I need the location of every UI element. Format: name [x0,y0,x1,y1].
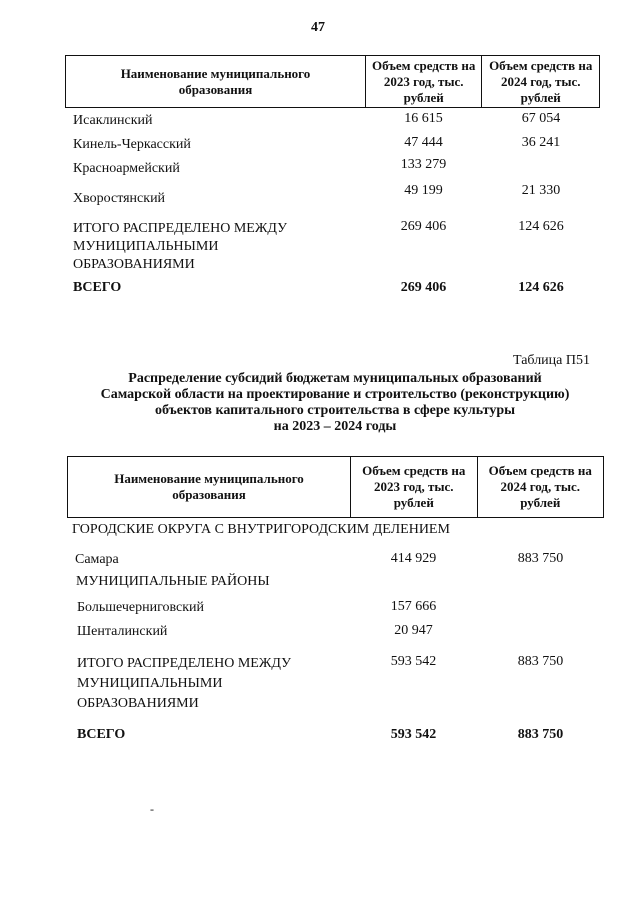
table1-header-2023: Объем средств на 2023 год, тыс. рублей [365,56,482,107]
row-value-2023: 20 947 [394,623,433,638]
row-name: Шенталинский [77,624,168,639]
row-value-2023: 16 615 [404,111,443,126]
row-value-2023: 49 199 [404,183,443,198]
row-name: Самара [75,552,119,567]
row-value-2024: 124 626 [518,219,564,234]
row-value-2023: 157 666 [390,599,437,614]
table-title: Распределение субсидий бюджетам муниципальных образований Самарской области на проектирование и строительство (реконструкцию) объектов капитального строительства в сфере культуры на 2023 – 2024 годы [100,371,570,434]
row-value-2023: 269 406 [400,280,447,295]
table-label: Таблица П51 [513,353,590,368]
table2-header-2024: Объем средств на 2024 год, тыс. рублей [477,457,604,517]
row-value-2024: 36 241 [521,135,561,150]
row-value-2023: 414 929 [390,551,437,566]
row-value-2023: 47 444 [404,135,443,150]
row-name: Красноармейский [73,161,180,176]
row-name: ИТОГО РАСПРЕДЕЛЕНО МЕЖДУ МУНИЦИПАЛЬНЫМИ ОБРАЗОВАНИЯМИ [73,221,287,272]
row-value-2024: 21 330 [521,183,561,198]
row-name: ИТОГО РАСПРЕДЕЛЕНО МЕЖДУ МУНИЦИПАЛЬНЫМИ ОБРАЗОВАНИЯМИ [77,656,291,711]
row-name: ВСЕГО [73,280,122,295]
table1-header-name: Наименование муниципального образования [120,65,311,97]
row-value-2024: 883 750 [517,551,564,566]
row-value-2024: 67 054 [521,111,561,126]
row-name: Кинель-Черкасский [73,137,191,152]
page-number: 47 [311,20,325,35]
row-name: Хворостянский [73,191,166,206]
table2-header-2023: Объем средств на 2023 год, тыс. рублей [350,457,477,517]
row-value-2023: 269 406 [400,219,447,234]
table1-header [65,55,600,108]
row-name: ВСЕГО [77,727,126,742]
stray-mark: - [150,802,154,816]
section-heading: ГОРОДСКИЕ ОКРУГА С ВНУТРИГОРОДСКИМ ДЕЛЕНИЕМ [72,522,450,537]
row-value-2024: 883 750 [517,654,564,669]
row-value-2024: 124 626 [518,280,564,295]
section-heading: МУНИЦИПАЛЬНЫЕ РАЙОНЫ [76,574,270,589]
row-value-2023: 593 542 [390,727,437,742]
table2-header-name: Наименование муниципального образования [114,471,304,502]
row-value-2023: 133 279 [400,157,447,172]
table2-header [67,456,604,518]
table1-header-2024: Объем средств на 2024 год, тыс. рублей [481,56,599,107]
row-value-2024: 883 750 [517,727,564,742]
row-name: Большечерниговский [77,600,205,615]
row-value-2023: 593 542 [390,654,437,669]
row-name: Исаклинский [73,113,153,128]
